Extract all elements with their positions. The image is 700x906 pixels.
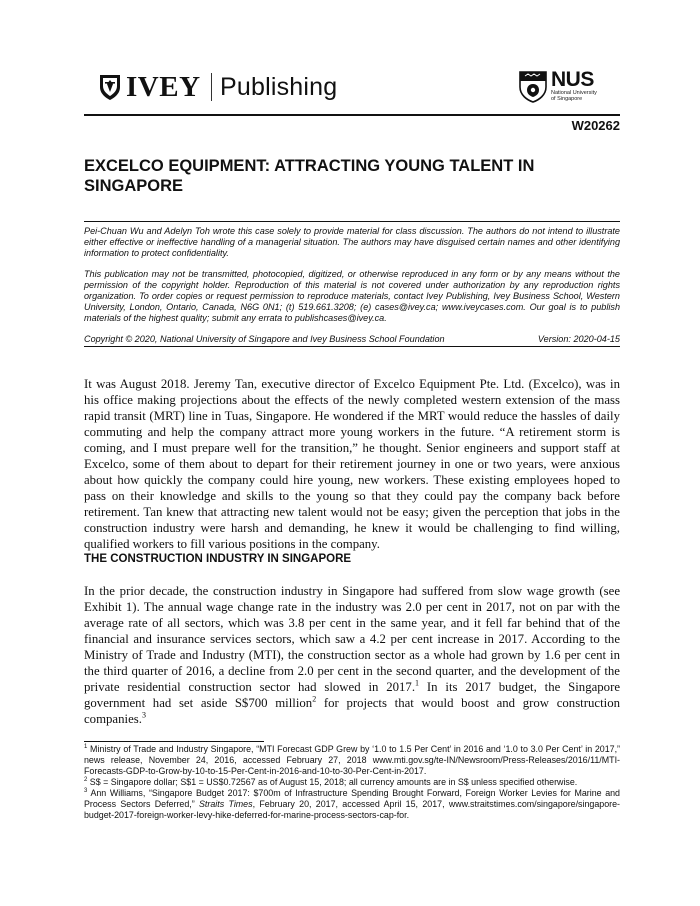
nus-wordmark: NUS	[551, 68, 594, 91]
footnote-1-number: 1	[84, 744, 88, 751]
version-text: Version: 2020-04-15	[537, 334, 620, 344]
body-paragraph-2	[84, 583, 620, 727]
footnote-2	[84, 777, 620, 788]
body-paragraph-1: It was August 2018. Jeremy Tan, executive director of Excelco Equipment Pte. Ltd. (Excelco), was in his office making projections about the effects of the newly completed western extension of the mass rapid transit (MRT) line in Tuas, Singapore. He wondered if the MRT would reduce the hassles of daily commuting and help the company attract more young workers in the future. “A retirement storm is coming, and I must prepare well for the transition,” he thought. Senior engineers and support staff at Excelco, some of them about to depart for their retirement journey in one or two years, were anxious about how quickly the company could hire young, new workers. These existing employees hoped to pass on their knowledge and skills to the young so that they could pay the company back before retirement. Tan knew that attracting new talent would not be easy; given the perception that jobs in the construction industry were harsh and demanding, he knew it would be challenging to find willing, qualified workers to fill various positions in the company.	[84, 377, 620, 551]
case-title: EXCELCO EQUIPMENT: ATTRACTING YOUNG TALENT IN SINGAPORE	[84, 157, 535, 195]
section-heading: THE CONSTRUCTION INDUSTRY IN SINGAPORE	[84, 553, 352, 565]
case-number: W20262	[571, 118, 620, 133]
nus-crest-icon	[518, 70, 548, 103]
copyright-row	[84, 334, 620, 345]
footnote-3-text-a: Ann Williams, “Singapore Budget 2017: $700m of Infrastructure Spending Brought Forward, Foreign Worker Levies for Marine and Process Sectors Deferred,”	[84, 788, 620, 809]
permissions-notice: This publication may not be transmitted, photocopied, digitized, or otherwise reproduced in any form or by any means without the permission of the copyright holder. Reproduction of this material is not covered under authorization by any reproduction rights organization. To order copies or request permission to reproduce materials, contact Ivey Publishing, Ivey Business School, Western University, London, Ontario, Canada, N6G 0N1; (t) 519.661.3208; (e) cases@ivey.ca; www.iveycases.com. Our goal is to publish materials of the highest quality; submit any errata to publishcases@ivey.ca.	[84, 269, 620, 323]
footnote-ref-3[interactable]: 3	[141, 710, 146, 720]
logo-separator	[211, 73, 213, 101]
publishing-wordmark: Publishing	[220, 72, 338, 101]
notice-top-rule	[84, 221, 620, 222]
copyright-text: Copyright © 2020, National University of Singapore and Ivey Business School Foundation	[84, 334, 445, 344]
notice-bottom-rule	[84, 346, 620, 347]
header-rule	[84, 114, 620, 116]
nus-logo	[518, 70, 597, 103]
nus-subtitle-line1: National University	[551, 90, 597, 96]
nus-subtitle-line2: of Singapore	[551, 96, 583, 102]
authors-notice: Pei-Chuan Wu and Adelyn Toh wrote this case solely to provide material for class discussion. The authors do not intend to illustrate either effective or ineffective handling of a managerial situation. The authors may have disguised certain names and other identifying information to protect confidentiality.	[84, 226, 620, 258]
para2-text-b: In its 2017 budget, the Singapore government had set aside S$700 million	[84, 680, 621, 710]
footnote-ref-1[interactable]: 1	[415, 678, 420, 688]
footnote-3-number: 3	[84, 788, 88, 795]
para2-text-a: In the prior decade, the construction industry in Singapore had suffered from slow wage growth (see Exhibit 1). The annual wage change rate in the industry was 2.0 per cent in 2017, not on par with the average rate of all sectors, which was 3.8 per cent in the same year, and it fell far behind that of the financial and insurance services sectors, which saw a 4.2 per cent increase in 2017. According to the Ministry of Trade and Industry (MTI), the construction sector as a whole had grown by 1.6 per cent in the third quarter of 2016, a decline from 2.0 per cent in the second quarter, and the development of the private residential construction sector had slowed in 2017.	[84, 584, 620, 694]
para2-text-c: for projects that would boost and grow construction companies.	[84, 696, 620, 726]
footnote-rule	[84, 741, 264, 742]
footnote-2-text: S$ = Singapore dollar; S$1 = US$0.72567 as of August 15, 2018; all currency amounts are in S$ unless specified otherwise.	[87, 777, 578, 787]
footnote-3-text-b: , February 20, 2017, accessed April 15, 2017, www.straitstimes.com/singapore/singapore-budget-2017-foreign-worker-levy-hike-deferred-for-marine-process-sectors-cap-for.	[84, 799, 620, 820]
ivey-crest-icon	[98, 73, 122, 101]
footnote-3-publication: Straits Times	[199, 799, 253, 809]
footnote-2-number: 2	[84, 777, 88, 784]
footnote-1-text: Ministry of Trade and Industry Singapore, “MTI Forecast GDP Grew by ‘1.0 to 1.5 Per Cent’ in 2016 and ‘1.0 to 3.0 Per Cent’ in 2017,” news release, November 24, 2016, accessed February 27, 2018 www.mti.gov.sg/te-IN/Newsroom/Press-Releases/2016/11/MTI-Forecasts-GDP-to-Grow-by-10-to-15-Per-Cent-in-2016-and-10-to-30-Per-Cent-in-2017.	[84, 744, 620, 776]
footnote-ref-2[interactable]: 2	[312, 694, 317, 704]
footnote-3	[84, 788, 620, 821]
ivey-publishing-logo	[98, 70, 337, 104]
footnote-1	[84, 744, 620, 777]
nus-text-block	[551, 70, 597, 102]
ivey-wordmark: IVEY	[126, 70, 201, 103]
